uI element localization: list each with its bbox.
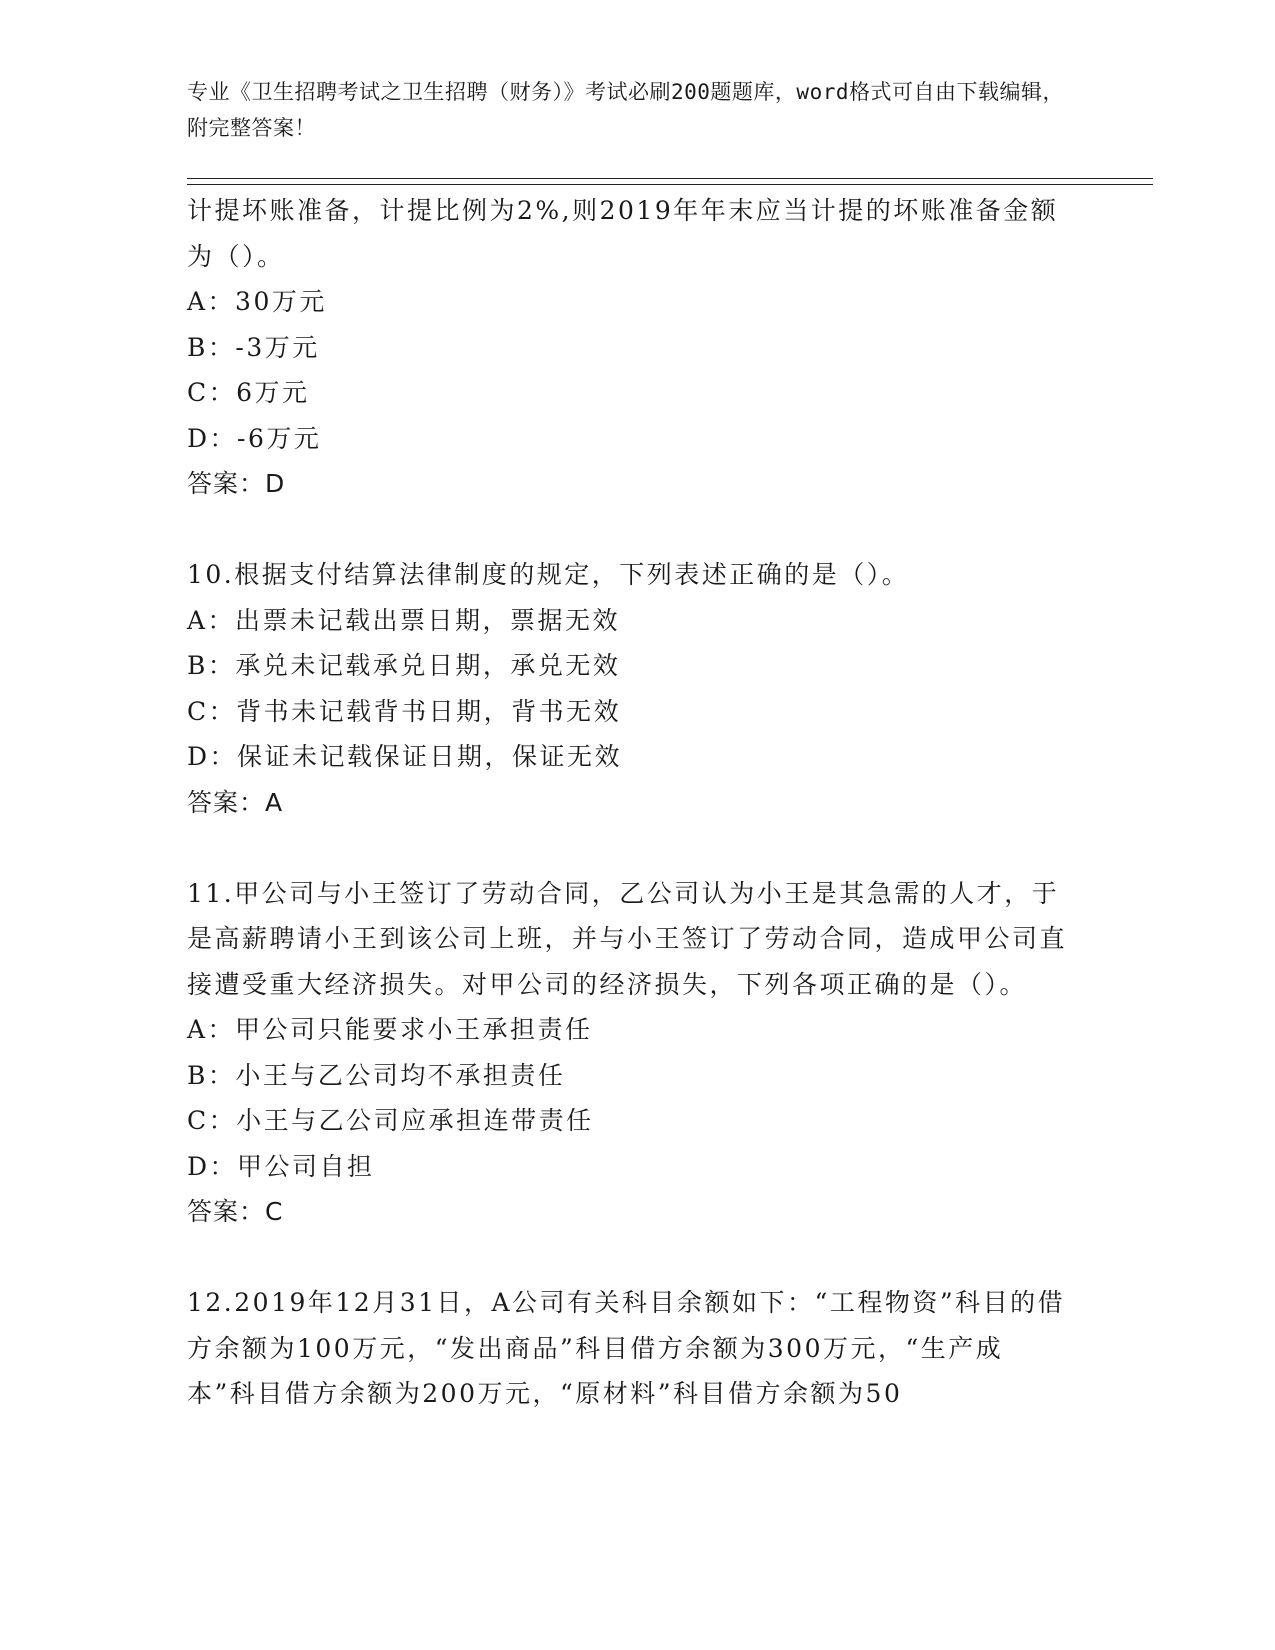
answer-line: 答案：D xyxy=(187,469,286,498)
question-stem: 10.根据支付结算法律制度的规定，下列表述正确的是（）。 xyxy=(187,560,910,589)
spacer xyxy=(187,825,1067,871)
question-stem: 11.甲公司与小王签订了劳动合同，乙公司认为小王是其急需的人才，于是高薪聘请小王到该公司上班，并与小王签订了劳动合同，造成甲公司直接遭受重大经济损失。对甲公司的经济损失，下列各项正确的是（）。 xyxy=(187,878,1068,999)
option-d: D：-6万元 xyxy=(187,423,322,453)
question-content xyxy=(187,188,1067,1417)
option-b: B：-3万元 xyxy=(187,332,320,362)
option-b: B：承兑未记载承兑日期，承兑无效 xyxy=(187,651,621,680)
header-divider-bottom xyxy=(187,184,1153,185)
option-c: C：背书未记载背书日期，背书无效 xyxy=(187,696,622,726)
option-c: C：小王与乙公司应承担连带责任 xyxy=(187,1106,594,1135)
question-11 xyxy=(187,871,1067,1235)
option-d: D：保证未记载保证日期，保证无效 xyxy=(187,742,623,771)
spacer xyxy=(187,1235,1067,1281)
option-a: A：甲公司只能要求小王承担责任 xyxy=(187,1015,593,1044)
option-b: B：小王与乙公司均不承担责任 xyxy=(187,1060,566,1090)
document-header: 专业《卫生招聘考试之卫生招聘（财务）》考试必刷200题题库，word格式可自由下载编辑，附完整答案！ xyxy=(187,80,1064,140)
question-9 xyxy=(187,188,1067,507)
question-10 xyxy=(187,552,1067,825)
header-divider-top xyxy=(187,178,1153,179)
spacer xyxy=(187,507,1067,553)
question-stem: 计提坏账准备，计提比例为2%,则2019年年末应当计提的坏账准备金额为（）。 xyxy=(187,196,1059,271)
answer-line: 答案：A xyxy=(187,787,284,817)
question-stem: 12.2019年12月31日，A公司有关科目余额如下：“工程物资”科目的借方余额为100万元，“发出商品”科目借方余额为300万元，“生产成本”科目借方余额为200万元，“原材料”科目借方余额为50 xyxy=(187,1288,1066,1408)
option-a: A：出票未记载出票日期，票据无效 xyxy=(187,605,621,635)
option-a: A：30万元 xyxy=(187,287,327,316)
option-c: C：6万元 xyxy=(187,378,310,407)
option-d: D：甲公司自担 xyxy=(187,1151,375,1181)
answer-line: 答案：C xyxy=(187,1197,284,1226)
question-12 xyxy=(187,1280,1067,1417)
